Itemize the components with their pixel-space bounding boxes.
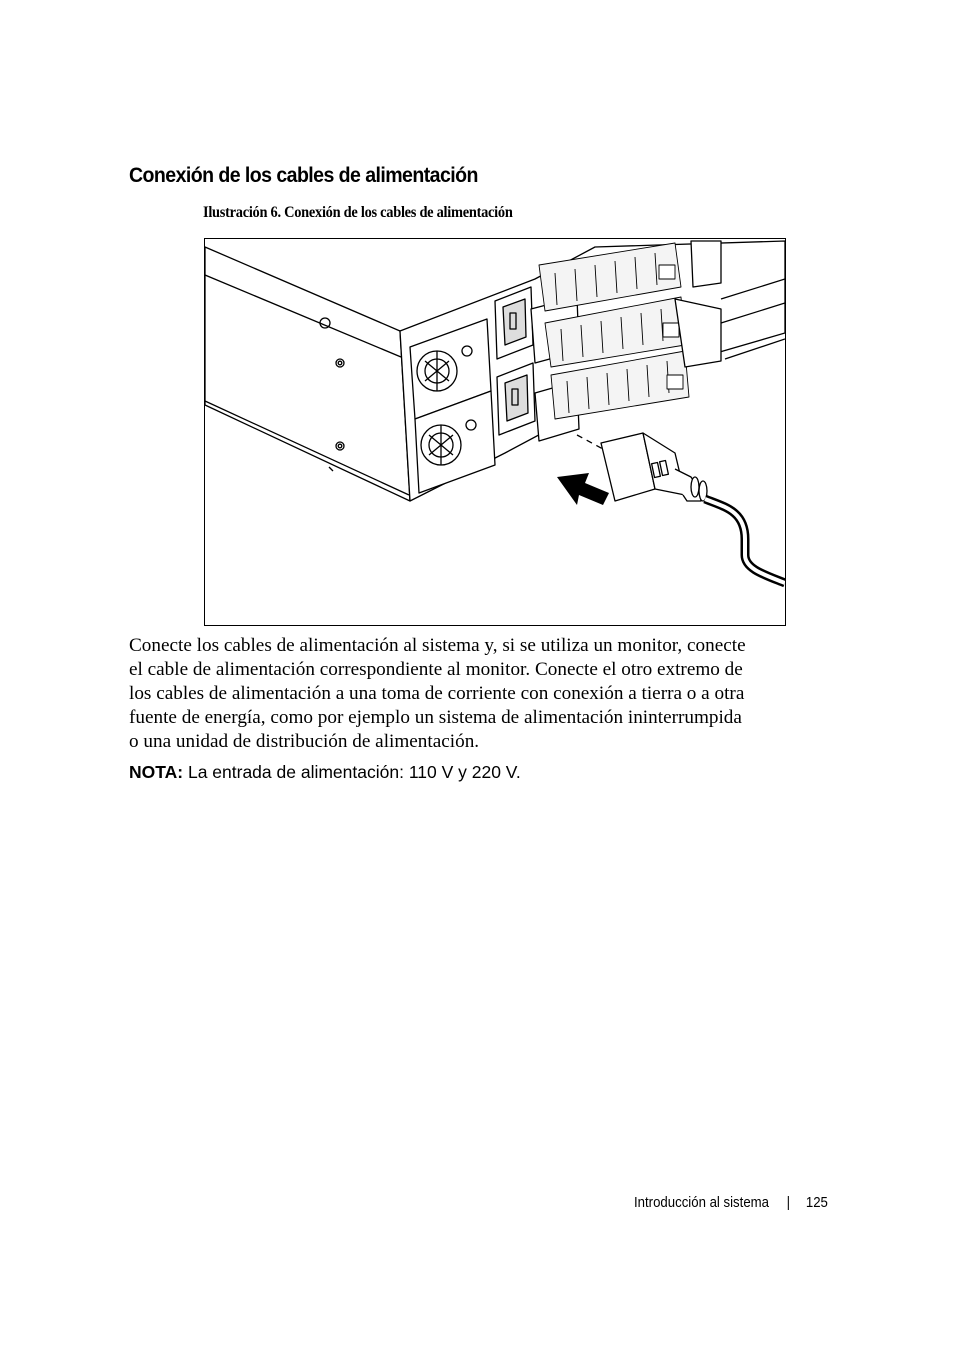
insertion-arrow — [557, 473, 609, 505]
note-label: NOTA: — [129, 762, 184, 782]
power-cable-illustration — [204, 238, 786, 626]
body-paragraph — [129, 634, 859, 754]
figure-caption: Ilustración 6. Conexión de los cables de alimentación — [203, 204, 513, 221]
note — [129, 762, 521, 783]
power-plug — [601, 433, 707, 501]
chassis-side-panel — [205, 247, 410, 501]
server-rear-drawing — [205, 239, 785, 625]
section-title: Conexión de los cables de alimentación — [129, 164, 478, 187]
bracket-upper — [691, 241, 721, 287]
footer-chapter: Introducción al sistema — [634, 1194, 769, 1211]
io-port-area — [539, 243, 689, 419]
body-line: los cables de alimentación a una toma de corriente con conexión a tierra o a otra — [129, 683, 745, 704]
page-number: 125 — [805, 1194, 828, 1211]
body-line: el cable de alimentación correspondiente al monitor. Conecte el otro extremo de — [129, 659, 743, 680]
footer-separator: | — [786, 1194, 791, 1211]
body-line: o una unidad de distribución de alimentación. — [129, 731, 480, 752]
note-text: La entrada de alimentación: 110 V y 220 V. — [183, 762, 521, 782]
body-line: fuente de energía, como por ejemplo un sistema de alimentación ininterrumpida — [129, 707, 742, 728]
body-line: Conecte los cables de alimentación al sistema y, si se utiliza un monitor, conecte — [129, 635, 746, 656]
page-footer — [634, 1194, 831, 1211]
